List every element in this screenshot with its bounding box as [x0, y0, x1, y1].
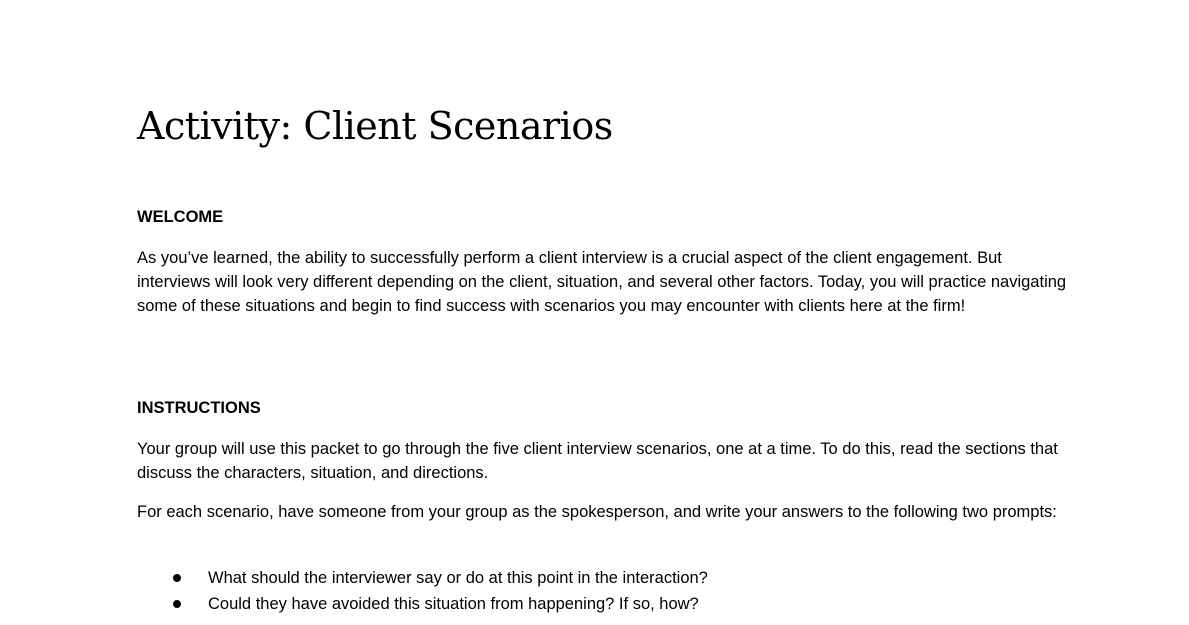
list-item	[137, 591, 708, 617]
document-title: Activity: Client Scenarios	[137, 104, 613, 148]
list-item-text: What should the interviewer say or do at this point in the interaction?	[208, 569, 708, 587]
instructions-paragraph-2: For each scenario, have someone from your group as the spokesperson, and write your answers to the following two prompts:	[137, 503, 1057, 521]
instructions-heading: INSTRUCTIONS	[137, 399, 261, 417]
welcome-heading: WELCOME	[137, 208, 224, 226]
welcome-paragraph: As you’ve learned, the ability to successfully perform a client interview is a crucial aspect of the client engagement. But interviews will look very different depending on the client, situation, and several other factors. Today, you will practice navigating some of these situations and begin to find success with scenarios you may encounter with clients here at the firm!	[137, 249, 1067, 315]
prompt-list	[137, 565, 708, 617]
list-item-text: Could they have avoided this situation from happening? If so, how?	[208, 595, 699, 613]
bullet-icon	[173, 600, 181, 608]
instructions-paragraph-1: Your group will use this packet to go through the five client interview scenarios, one at a time. To do this, read the sections that discuss the characters, situation, and directions.	[137, 440, 1058, 482]
list-item	[137, 565, 708, 591]
bullet-icon	[173, 574, 181, 582]
